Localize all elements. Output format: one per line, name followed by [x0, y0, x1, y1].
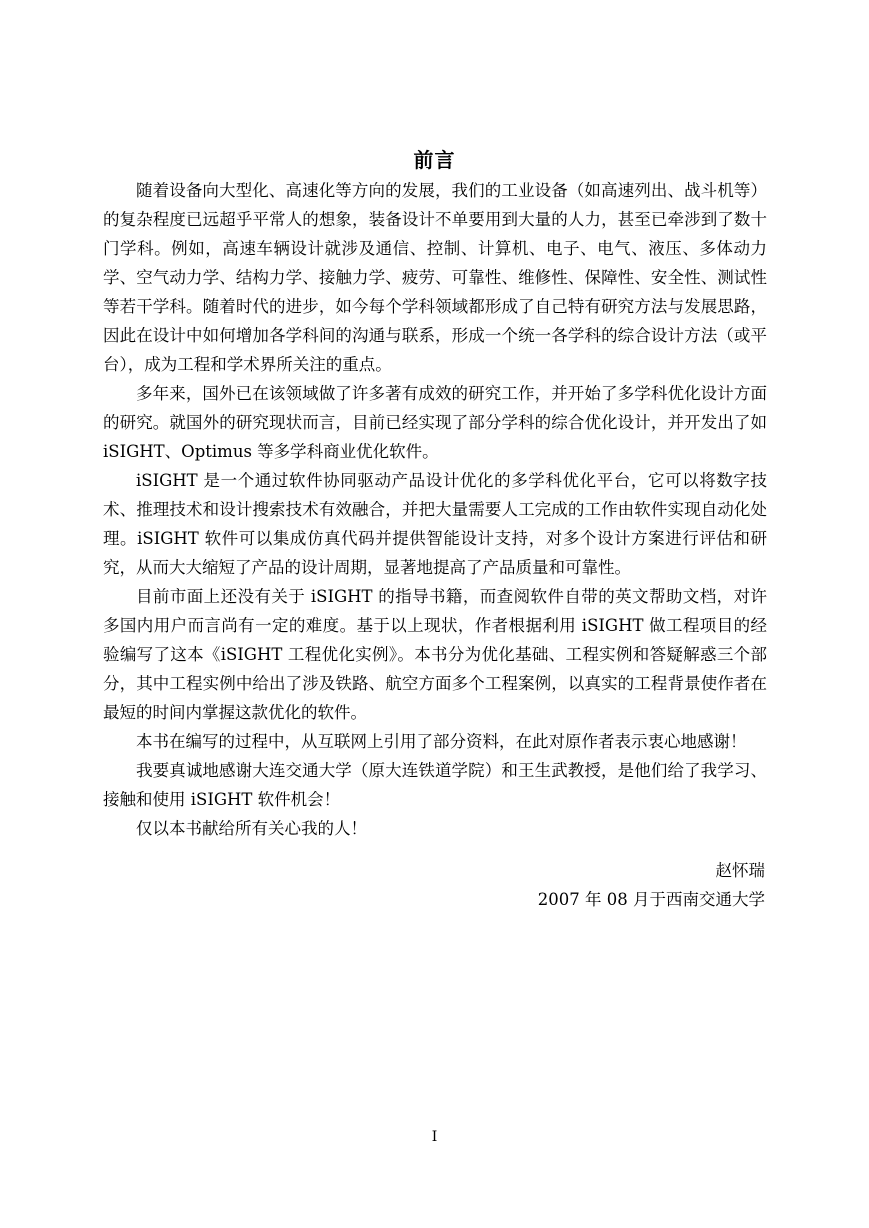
signature-block — [538, 856, 765, 914]
paragraph: 仅以本书献给所有关心我的人！ — [136, 819, 367, 838]
page-title: 前言 — [413, 148, 456, 172]
paragraph: 多年来，国外已在该领域做了许多著有成效的研究工作，并开始了多学科优化设计方面的研究。就国外的研究现状而言，目前已经实现了部分学科的综合优化设计，并开发出了如 iSIGHT、Optimus 等多学科商业优化软件。 — [103, 384, 767, 461]
preface-body — [103, 176, 767, 843]
paragraph: 随着设备向大型化、高速化等方向的发展，我们的工业设备（如高速列出、战斗机等）的复杂程度已远超乎平常人的想象，装备设计不单要用到大量的人力，甚至已牵涉到了数十门学科。例如，高速车辆设计就涉及通信、控制、计算机、电子、电气、液压、多体动力学、空气动力学、结构力学、接触力学、疲劳、可靠性、维修性、保障性、安全性、测试性等若干学科。随着时代的进步，如今每个学科领域都形成了自己特有研究方法与发展思路，因此在设计中如何增加各学科间的沟通与联系，形成一个统一各学科的综合设计方法（或平台），成为工程和学术界所关注的重点。 — [103, 181, 767, 374]
signature-date-place: 2007 年 08 月于西南交通大学 — [537, 890, 765, 909]
page-number: I — [431, 1129, 438, 1145]
paragraph: 目前市面上还没有关于 iSIGHT 的指导书籍，而查阅软件自带的英文帮助文档，对许多国内用户而言尚有一定的难度。基于以上现状，作者根据利用 iSIGHT 做工程项目的经验编写了这本《iSIGHT 工程优化实例》。本书分为优化基础、工程实例和答疑解惑三个部分，其中工程实例中给出了涉及铁路、航空方面多个工程案例，以真实的工程背景使作者在最短的时间内掌握这款优化的软件。 — [103, 587, 767, 722]
paragraph: 我要真诚地感谢大连交通大学（原大连铁道学院）和王生武教授，是他们给了我学习、接触和使用 iSIGHT 软件机会！ — [103, 761, 767, 809]
paragraph: 本书在编写的过程中，从互联网上引用了部分资料，在此对原作者表示衷心地感谢！ — [136, 732, 747, 751]
author-name: 赵怀瑞 — [715, 861, 765, 880]
paragraph: iSIGHT 是一个通过软件协同驱动产品设计优化的多学科优化平台，它可以将数字技术、推理技术和设计搜索技术有效融合，并把大量需要人工完成的工作由软件实现自动化处理。iSIGHT 软件可以集成仿真代码并提供智能设计支持，对多个设计方案进行评估和研究，从而大大缩短了产品的设计周期，显著地提高了产品质量和可靠性。 — [103, 471, 767, 577]
